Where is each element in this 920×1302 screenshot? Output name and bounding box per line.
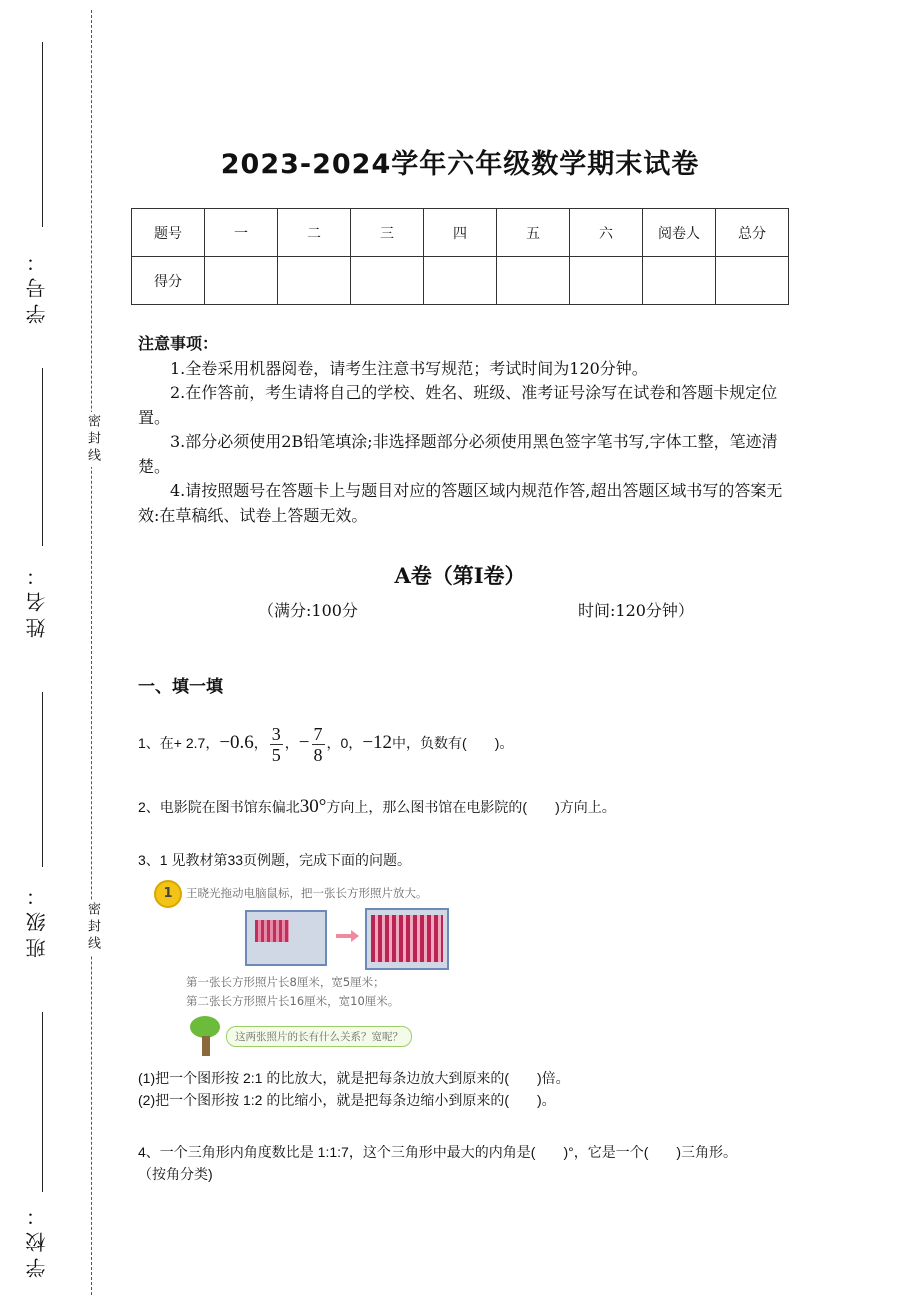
score-table-score-row <box>132 257 789 305</box>
seal-line-text-1: 密封线 <box>85 414 100 465</box>
large-photo <box>371 915 443 962</box>
q1-fraction-3-5 <box>270 724 283 765</box>
score-cell[interactable] <box>424 257 497 305</box>
exam-title: 2023-2024学年六年级数学期末试卷 <box>220 149 700 180</box>
name-label: 姓名： <box>25 560 49 638</box>
header-cell: 阅卷人 <box>643 209 716 257</box>
q2-prefix: 2、电影院在图书馆东偏北 <box>138 799 300 815</box>
class-line <box>42 692 43 867</box>
header-cell: 一 <box>205 209 278 257</box>
enlarge-arrow-icon <box>336 934 352 938</box>
student-id-label: 学号： <box>25 246 49 324</box>
tree-mascot-icon <box>190 1016 220 1038</box>
tree-trunk-icon <box>202 1036 210 1056</box>
question-3-sub-1: (1)把一个图形按 2:1 的比放大，就是把每条边放大到原来的( )倍。 <box>138 1070 570 1086</box>
score-cell[interactable] <box>278 257 351 305</box>
section-title: A卷（第Ⅰ卷） <box>394 563 526 588</box>
score-cell[interactable] <box>716 257 789 305</box>
figure-line-1: 第一张长方形照片长8厘米，宽5厘米； <box>186 975 385 989</box>
textbook-figure <box>150 876 460 1061</box>
full-score: （满分:100分 <box>258 601 358 620</box>
question-4-line-2: （按角分类) <box>138 1166 213 1182</box>
part-one-heading: 一、填一填 <box>138 677 223 697</box>
question-2 <box>138 796 616 818</box>
binding-dashed-line <box>91 10 92 1295</box>
fraction-denominator: 5 <box>271 745 281 765</box>
notice-item: 3.部分必须使用2B铅笔填涂;非选择题部分必须使用黑色签字笔书写,字体工整，笔迹清楚。 <box>138 432 778 476</box>
small-photo <box>255 920 289 942</box>
notice-block <box>138 332 788 528</box>
header-cell: 五 <box>497 209 570 257</box>
q1-neg-decimal: −0.6 <box>219 732 254 754</box>
score-cell[interactable] <box>351 257 424 305</box>
score-table-header-row <box>132 209 789 257</box>
small-photo-window <box>245 910 327 966</box>
question-1: 1、在+ 2.7，−0.6， $\frac{3}{5}$ ，− $\frac{7}{8}$ ，0，−12中，负数有( )。 <box>138 724 514 765</box>
q1-mid: ，0， <box>326 735 363 752</box>
q1-minus-sign: − <box>298 732 310 754</box>
q1-suffix: 中，负数有( )。 <box>392 735 514 752</box>
fraction-numerator: 7 <box>313 724 323 744</box>
example-badge-icon: 1 <box>154 880 182 908</box>
class-label: 班级： <box>25 880 49 958</box>
time-limit: 时间:120分钟） <box>578 601 694 620</box>
q2-angle: 30° <box>299 796 327 817</box>
header-cell: 三 <box>351 209 424 257</box>
q2-suffix: 方向上，那么图书馆在电影院的( )方向上。 <box>326 799 616 815</box>
question-3-stem: 3、1 见教材第33页例题，完成下面的问题。 <box>138 852 412 868</box>
header-cell: 总分 <box>716 209 789 257</box>
score-cell[interactable] <box>497 257 570 305</box>
school-label: 学校： <box>25 1200 49 1278</box>
notice-heading: 注意事项： <box>138 334 219 353</box>
student-id-line <box>42 42 43 227</box>
speech-bubble: 这两张照片的长有什么关系？宽呢？ <box>226 1026 412 1047</box>
q1-fraction-7-8 <box>312 724 325 765</box>
name-line <box>42 368 43 546</box>
notice-item: 1.全卷采用机器阅卷，请考生注意书写规范；考试时间为120分钟。 <box>170 358 648 378</box>
fraction-numerator: 3 <box>271 724 281 744</box>
school-line <box>42 1012 43 1192</box>
header-cell: 六 <box>570 209 643 257</box>
score-table <box>131 208 789 305</box>
figure-line-2: 第二张长方形照片长16厘米，宽10厘米。 <box>186 994 400 1008</box>
fraction-denominator: 8 <box>313 745 323 765</box>
score-cell[interactable] <box>643 257 716 305</box>
score-cell[interactable] <box>205 257 278 305</box>
enlarge-arrowhead-icon <box>351 930 359 942</box>
score-cell[interactable] <box>570 257 643 305</box>
question-3-sub-2: (2)把一个图形按 1:2 的比缩小，就是把每条边缩小到原来的( )。 <box>138 1092 556 1108</box>
question-4-line-1: 4、一个三角形内角度数比是 1:1:7，这个三角形中最大的内角是( )°，它是一个( )三角形。 <box>138 1144 738 1160</box>
header-cell: 题号 <box>132 209 205 257</box>
notice-item: 2.在作答前，考生请将自己的学校、姓名、班级、准考证号涂写在试卷和答题卡规定位置。 <box>138 383 778 427</box>
figure-caption: 王晓光拖动电脑鼠标，把一张长方形照片放大。 <box>186 886 428 900</box>
q1-neg-integer: −12 <box>362 732 393 754</box>
large-photo-window <box>365 908 449 970</box>
q1-prefix: 1、在+ 2.7， <box>138 735 220 752</box>
row-label: 得分 <box>132 257 205 305</box>
header-cell: 二 <box>278 209 351 257</box>
notice-item: 4.请按照题号在答题卡上与题目对应的答题区域内规范作答,超出答题区域书写的答案无效:在草稿纸、试卷上答题无效。 <box>138 481 783 525</box>
seal-line-text-2: 密封线 <box>85 902 100 953</box>
header-cell: 四 <box>424 209 497 257</box>
